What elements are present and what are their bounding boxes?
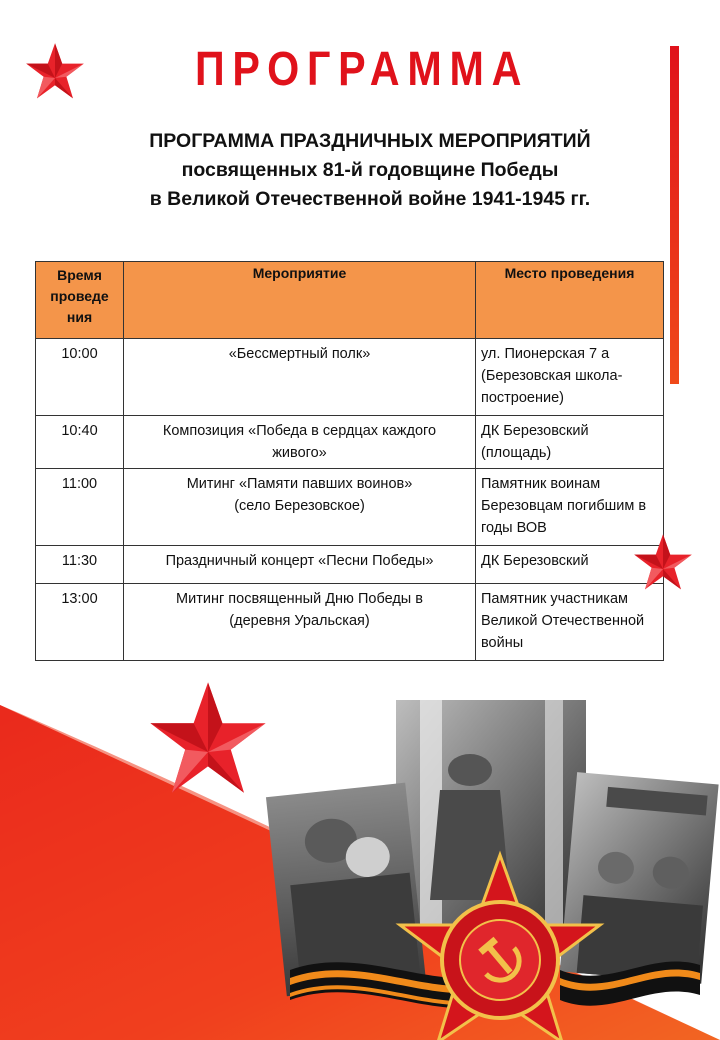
subtitle-line: посвященных 81-й годовщине Победы bbox=[181, 159, 559, 181]
row-event: Митинг посвященный Дню Победы в (деревня Уральская) bbox=[124, 584, 476, 661]
row-time: 11:30 bbox=[36, 546, 124, 584]
row-place: ул. Пионерская 7 а (Березовская школа- построение) bbox=[476, 339, 664, 416]
subtitle-line: ПРОГРАММА ПРАЗДНИЧНЫХ МЕРОПРИЯТИЙ bbox=[149, 130, 591, 152]
table-row bbox=[36, 546, 664, 584]
row-time: 13:00 bbox=[36, 584, 124, 661]
row-place: Памятник воинам Березовцам погибшим в годы ВОВ bbox=[476, 469, 664, 546]
table-row bbox=[36, 469, 664, 546]
row-event: Праздничный концерт «Песни Победы» bbox=[124, 546, 476, 584]
table-header-row bbox=[36, 262, 664, 339]
row-time: 10:00 bbox=[36, 339, 124, 416]
header-event: Мероприятие bbox=[124, 262, 476, 339]
row-event: Композиция «Победа в сердцах каждого живого» bbox=[124, 416, 476, 469]
accent-bar bbox=[670, 46, 679, 384]
table-row bbox=[36, 584, 664, 661]
row-place: ДК Березовский bbox=[476, 546, 664, 584]
header-place: Место проведения bbox=[476, 262, 664, 339]
subtitle-line: в Великой Отечественной войне 1941-1945 гг. bbox=[149, 188, 591, 210]
table-row bbox=[36, 339, 664, 416]
victory-day-collage bbox=[0, 660, 720, 1040]
row-event: «Бессмертный полк» bbox=[124, 339, 476, 416]
row-time: 11:00 bbox=[36, 469, 124, 546]
header-time: Время проведе ния bbox=[36, 262, 124, 339]
row-time: 10:40 bbox=[36, 416, 124, 469]
program-table bbox=[35, 261, 664, 661]
row-place: Памятник участникам Великой Отечественной войны bbox=[476, 584, 664, 661]
program-subtitle bbox=[80, 127, 660, 214]
row-event: Митинг «Памяти павших воинов» (село Березовское) bbox=[124, 469, 476, 546]
table-row bbox=[36, 416, 664, 469]
star-icon bbox=[24, 42, 86, 102]
star-icon bbox=[632, 533, 694, 593]
page-title: ПРОГРАММА bbox=[195, 43, 530, 96]
row-place: ДК Березовский (площадь) bbox=[476, 416, 664, 469]
